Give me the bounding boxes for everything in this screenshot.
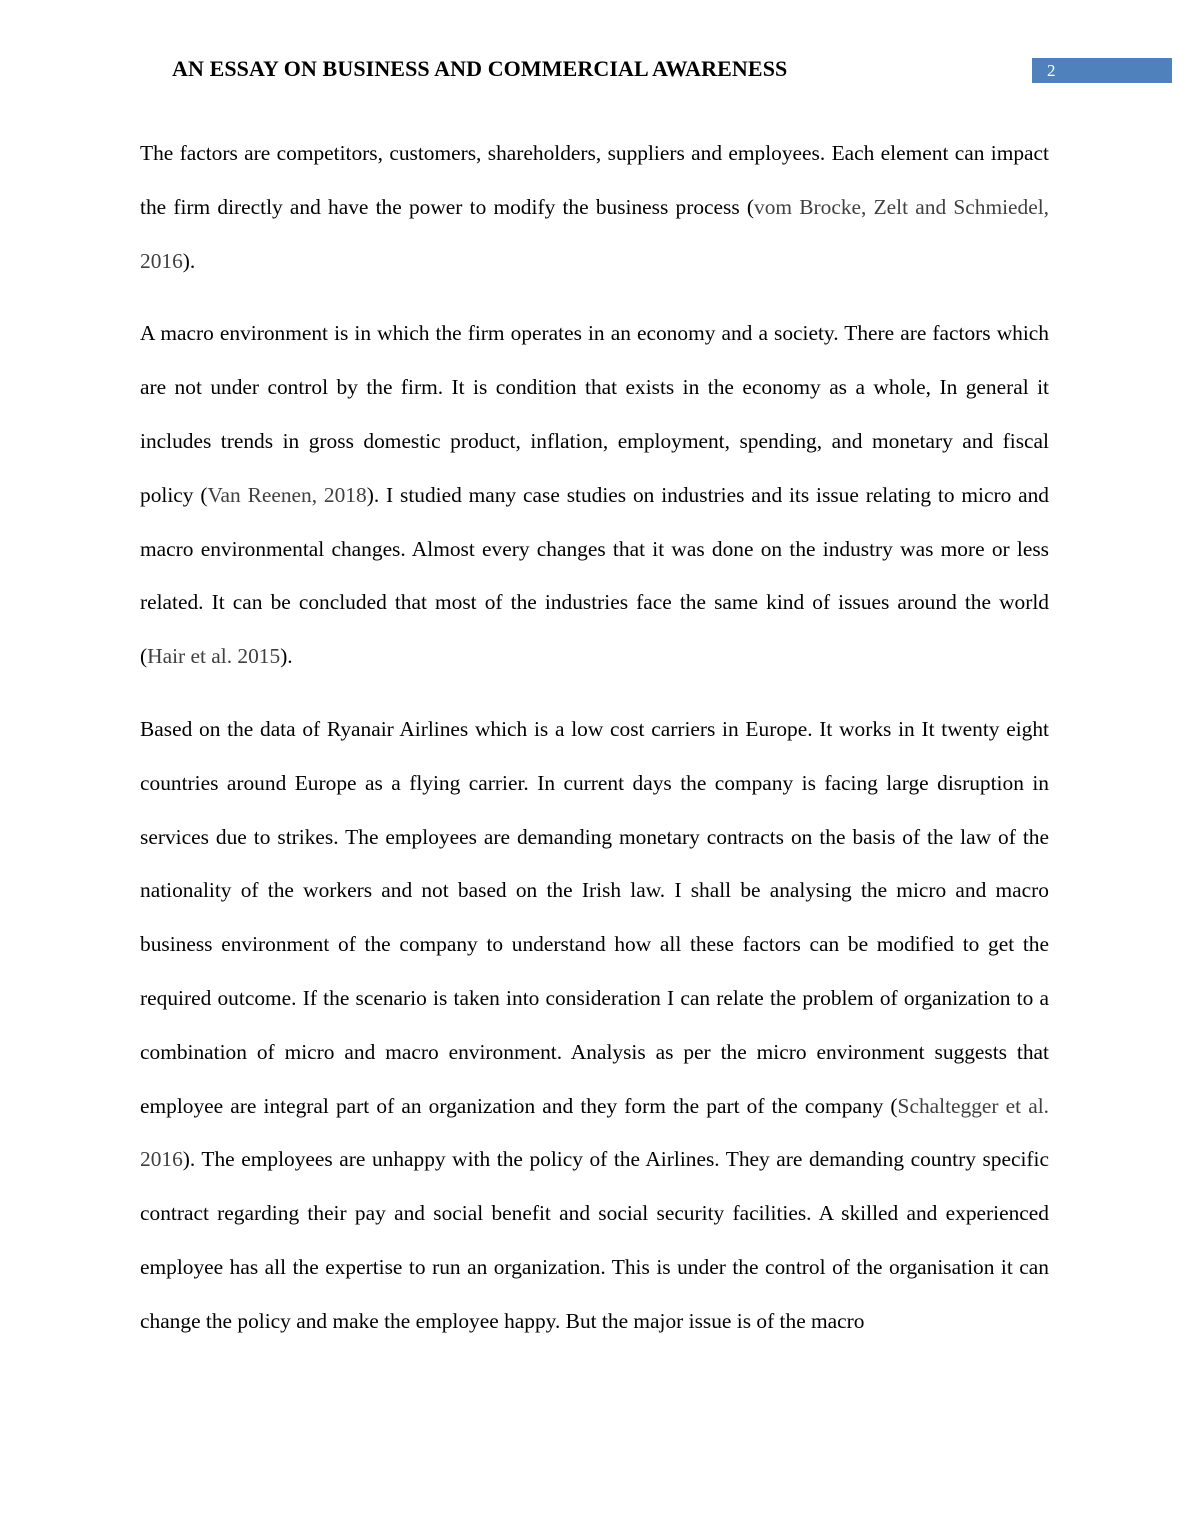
running-head-title: AN ESSAY ON BUSINESS AND COMMERCIAL AWARENESS (172, 56, 788, 81)
citation: Hair et al. 2015 (147, 644, 281, 669)
paragraph-text: ). (182, 248, 196, 273)
essay-body (140, 127, 1049, 1349)
citation: vom Brocke, Zelt and Schmiedel, 2016 (140, 194, 1049, 273)
page-number-badge (1032, 58, 1172, 83)
paragraph-text: Based on the data of Ryanair Airlines which is a low cost carriers in Europe. It works in It twenty eight countries around Europe as a flying carrier. In current days the company is facing large disruption in services due to strikes. The employees are demanding monetary contracts on the basis of the law of the nationality of the workers and not based on the Irish law. I shall be analysing the micro and macro business environment of the company to understand how all these factors can be modified to get the required outcome. If the scenario is taken into consideration I can relate the problem of organization to a combination of micro and macro environment. Analysis as per the micro environment suggests that employee are integral part of an organization and they form the part of the company ( (140, 716, 1049, 1118)
page-number: 2 (1047, 61, 1056, 80)
paragraph-text: A macro environment is in which the firm operates in an economy and a society. There are factors which are not under control by the firm. It is condition that exists in the economy as a whole, In general it includes trends in gross domestic product, inflation, employment, spending, and monetary and fiscal policy ( (140, 321, 1049, 507)
paragraph-macro-environment (140, 307, 1049, 684)
paragraph-text: ). I studied many case studies on industries and its issue relating to micro and macro environmental changes. Almost every changes that it was done on the industry was more or less related. It can be concluded that most of the industries face the same kind of issues around the world ( (140, 482, 1050, 669)
paragraph-micro-factors (140, 127, 1049, 288)
paragraph-text: ). The employees are unhappy with the policy of the Airlines. They are demanding country specific contract regarding their pay and social benefit and social security facilities. A skilled and experienced employee has all the expertise to run an organization. This is under the control of the organisation it can change the policy and make the employee happy. But the major issue is of the macro (140, 1147, 1049, 1333)
paragraph-text: ). (280, 644, 293, 669)
paragraph-text: The factors are competitors, customers, shareholders, suppliers and employees. Each element can impact the firm directly and have the power to modify the business process ( (140, 141, 1049, 219)
citation: Van Reenen, 2018 (207, 482, 367, 507)
paragraph-ryanair (140, 703, 1049, 1349)
citation: Schaltegger et al. 2016 (140, 1093, 1050, 1172)
